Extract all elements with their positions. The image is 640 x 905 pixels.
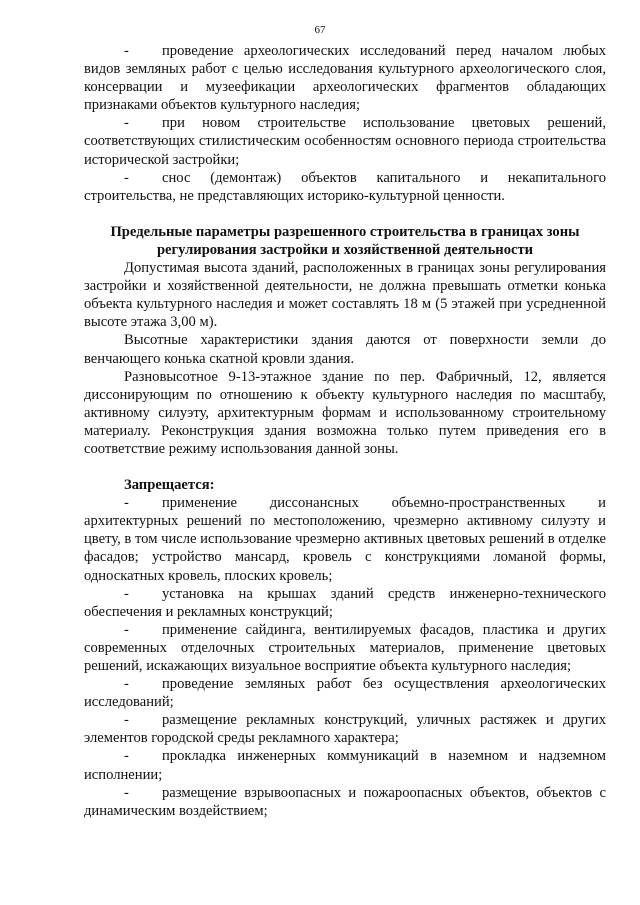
list-dash: - bbox=[124, 169, 129, 186]
list-item-text: при новом строительстве использование цветовых решений, соответствующих стилистическим особенностям основного периода строительства исторической застройки; bbox=[84, 115, 606, 168]
list-item-text: снос (демонтаж) объектов капитального и некапитального строительства, не представляющих историко-культурной ценности. bbox=[84, 169, 606, 204]
list-item-text: проведение археологических исследований перед началом любых видов земляных работ с целью исследования культурного археологического слоя, консервации и музеефикации археологических фрагментов обладающих признаками объектов культурного наследия; bbox=[84, 43, 606, 114]
list-dash: - bbox=[124, 748, 129, 765]
page-number: 67 bbox=[314, 24, 326, 36]
list-dash: - bbox=[124, 43, 129, 59]
paragraph: Высотные характеристики здания даются от поверхности земли до венчающего конька скатной кровли здания. bbox=[84, 332, 606, 367]
list-dash: - bbox=[124, 115, 129, 132]
list-dash: - bbox=[124, 676, 129, 693]
list-item-text: размещение рекламных конструкций, уличных растяжек и других элементов городской среды рекламного характера; bbox=[84, 712, 606, 747]
prohibited-title: Запрещается: bbox=[124, 477, 215, 494]
list-item bbox=[84, 114, 606, 168]
list-item-text: применение сайдинга, вентилируемых фасадов, пластика и других современных отделочных строительных материалов, применение цветовых решений, искажающих визуальное восприятие объекта культурного наследия; bbox=[84, 621, 606, 674]
list-dash: - bbox=[124, 585, 129, 602]
list-dash: - bbox=[124, 621, 129, 638]
page-content bbox=[84, 42, 606, 820]
list-dash: - bbox=[124, 784, 129, 801]
list-item bbox=[84, 169, 606, 205]
list-item bbox=[84, 784, 606, 820]
section-heading: Предельные параметры разрешенного строительства в границах зоны регулирования застройки и хозяйственной деятельности bbox=[110, 223, 580, 258]
list-item bbox=[84, 621, 606, 675]
list-item-text: прокладка инженерных коммуникаций в наземном и надземном исполнении; bbox=[84, 748, 606, 783]
list-item-text: применение диссонансных объемно-пространственных и архитектурных решений по местоположению, чрезмерно активному силуэту и цвету, в том числе использование чрезмерно активных цветовых решений в отделке фасадов; устройство мансард, кровель с конструкциями ломаной формы, односкатных кровель, плоских кровель; bbox=[84, 495, 606, 584]
list-dash: - bbox=[124, 495, 129, 512]
list-item bbox=[84, 494, 606, 584]
list-item-text: установка на крышах зданий средств инженерно-технического обеспечения и рекламных конструкций; bbox=[84, 585, 606, 620]
list-dash: - bbox=[124, 712, 129, 729]
paragraph: Разновысотное 9-13-этажное здание по пер. Фабричный, 12, является диссонирующим по отношению к объекту культурного наследия по масштабу, активному силуэту, архитектурным формам и использованному строительному материалу. Реконструкция здания возможна только путем приведения его в соответствие режиму использования данной зоны. bbox=[84, 368, 606, 457]
list-item bbox=[84, 711, 606, 747]
list-item-text: размещение взрывоопасных и пожароопасных объектов, объектов с динамическим воздействием; bbox=[84, 784, 606, 819]
list-item bbox=[84, 675, 606, 711]
paragraph: Допустимая высота зданий, расположенных в границах зоны регулирования застройки и хозяйственной деятельности, не должна превышать отметки конька объекта культурного наследия и может составлять 18 м (5 этажей при усредненной высоте этажа 3,00 м). bbox=[84, 260, 606, 331]
list-item bbox=[84, 585, 606, 621]
list-item-text: проведение земляных работ без осуществления археологических исследований; bbox=[84, 676, 606, 711]
list-item bbox=[84, 42, 606, 114]
list-item bbox=[84, 747, 606, 783]
